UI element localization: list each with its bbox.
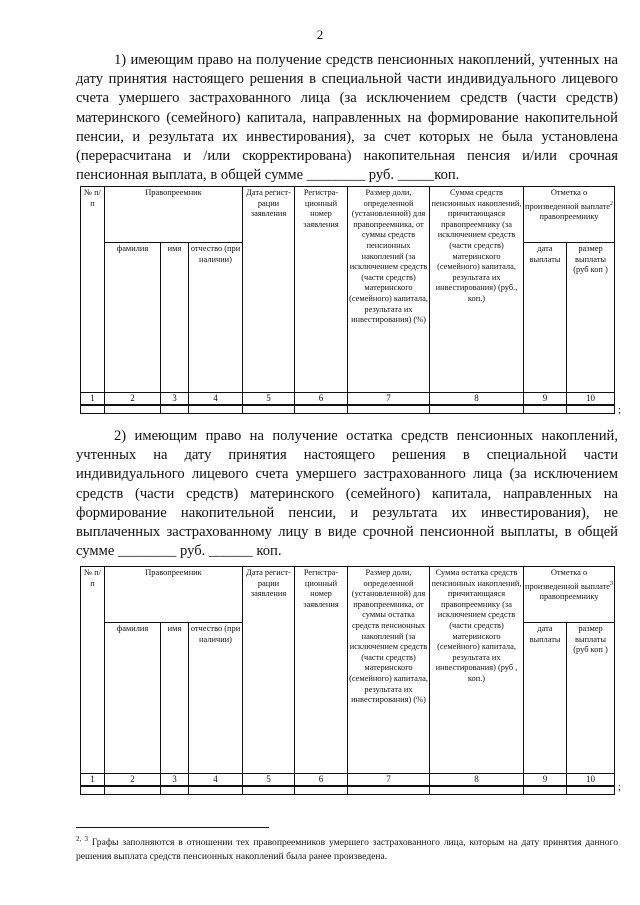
column-number: 2	[105, 393, 161, 405]
subheader-pay-amount: размер выплаты (руб коп )	[567, 243, 615, 393]
semicolon: ;	[618, 781, 622, 793]
column-number: 6	[295, 774, 348, 786]
semicolon: ;	[618, 404, 622, 416]
header-sum: Сумма средств пенсионных накоплений, причитающаяся правопреемнику (за исключением средств (части средств) материнского (семейного) капитала, результата их инвестирования) (руб., коп.)	[430, 187, 524, 393]
column-number: 8	[430, 774, 524, 786]
column-number: 9	[524, 774, 567, 786]
paragraph-1-text: 1) имеющим право на получение средств пенсионных накоплений, учтенных на дату принятия настоящего решения в специальной части индивидуального лицевого счета умершего застрахованного лица (за исключением средств (части средств) материнского (семейного) капитала, направленных на формирование накопительной пенсии, и результата их инвестирования), за счет которых не была установлена (перерасчитана и /или скорректирована) накопительная пенсия и/или срочная пенсионная выплата, в общей сумме ________ руб. _____коп.	[76, 52, 618, 184]
subheader-name: имя	[161, 623, 189, 774]
column-number: 7	[348, 774, 430, 786]
subheader-pay-amount: размер выплаты (руб коп )	[567, 623, 615, 774]
paragraph-1	[76, 51, 618, 185]
header-successor: Правопреемник	[105, 567, 243, 623]
subheader-pay-date: дата выплаты	[524, 623, 567, 774]
table-row	[81, 405, 615, 414]
header-num: № п/п	[81, 187, 105, 393]
header-share: Размер доли, определенной (установленной) для правопреемника, от суммы средств пенсионных накоплений (за исключением средств (части средств) материнского (семейного) капитала, результата их инвестирования) (%)	[348, 187, 430, 393]
header-payment-mark: Отметка о произведенной выплате$^2$ правопреемнику	[524, 187, 615, 243]
footnote	[76, 833, 618, 863]
column-number: 4	[189, 393, 243, 405]
column-number: 5	[243, 393, 295, 405]
subheader-surname: фамилия	[105, 243, 161, 393]
column-number: 9	[524, 393, 567, 405]
table-successors-2	[80, 566, 615, 795]
column-number: 2	[105, 774, 161, 786]
header-reg-date: Дата регист-рации заявления	[243, 567, 295, 774]
column-number: 3	[161, 774, 189, 786]
column-number: 3	[161, 393, 189, 405]
paragraph-2	[76, 427, 618, 561]
subheader-patronymic: отчество (при наличии)	[189, 243, 243, 393]
table-successors-1	[80, 186, 615, 414]
header-successor: Правопреемник	[105, 187, 243, 243]
subheader-pay-date: дата выплаты	[524, 243, 567, 393]
footnote-text: Графы заполняются в отношении тех правопреемников умершего застрахованного лица, которым на дату принятия данного решения выплата средств пенсионных накоплений была ранее произведена.	[76, 837, 619, 862]
header-share: Размер доли, определенной (установленной) для правопреемника, от суммы остатка средств пенсионных накоплений (за исключением средств (части средств) материнского (семейного) капитала, результата их инвестирования) (%)	[348, 567, 430, 774]
table-row	[81, 786, 615, 795]
paragraph-2-text: 2) имеющим право на получение остатка средств пенсионных накоплений, учтенных на дату принятия настоящего решения в специальной части индивидуального лицевого счета умершего застрахованного лица (за исключением средств (части средств) материнского (семейного) капитала, направленных на формирование накопительной пенсии, и результата их инвестирования), не выплаченных застрахованному лицу в виде срочной пенсионной выплаты, в общей сумме ________ руб. ______ коп.	[76, 428, 618, 560]
header-reg-number: Регистра-ционный номер заявления	[295, 567, 348, 774]
footnote-divider	[76, 827, 269, 828]
subheader-patronymic: отчество (при наличии)	[189, 623, 243, 774]
header-sum: Сумма остатка средств пенсионных накоплений, причитающаяся правопреемнику (за исключением средств (части средств) материнского (семейного) капитала, результата их инвестирования) (руб , коп.)	[430, 567, 524, 774]
column-number: 1	[81, 393, 105, 405]
column-number: 4	[189, 774, 243, 786]
column-number: 10	[567, 393, 615, 405]
subheader-surname: фамилия	[105, 623, 161, 774]
subheader-name: имя	[161, 243, 189, 393]
header-payment-mark: Отметка о произведенной выплате$^3$ правопреемнику	[524, 567, 615, 623]
header-num: № п/п	[81, 567, 105, 774]
column-number: 5	[243, 774, 295, 786]
column-number: 7	[348, 393, 430, 405]
column-number: 1	[81, 774, 105, 786]
header-reg-date: Дата регист-рации заявления	[243, 187, 295, 393]
footnote-marks: 2, 3	[76, 835, 88, 843]
page-number: 2	[316, 27, 324, 42]
column-number: 8	[430, 393, 524, 405]
column-number: 10	[567, 774, 615, 786]
column-number: 6	[295, 393, 348, 405]
header-reg-number: Регистра-ционный номер заявления	[295, 187, 348, 393]
